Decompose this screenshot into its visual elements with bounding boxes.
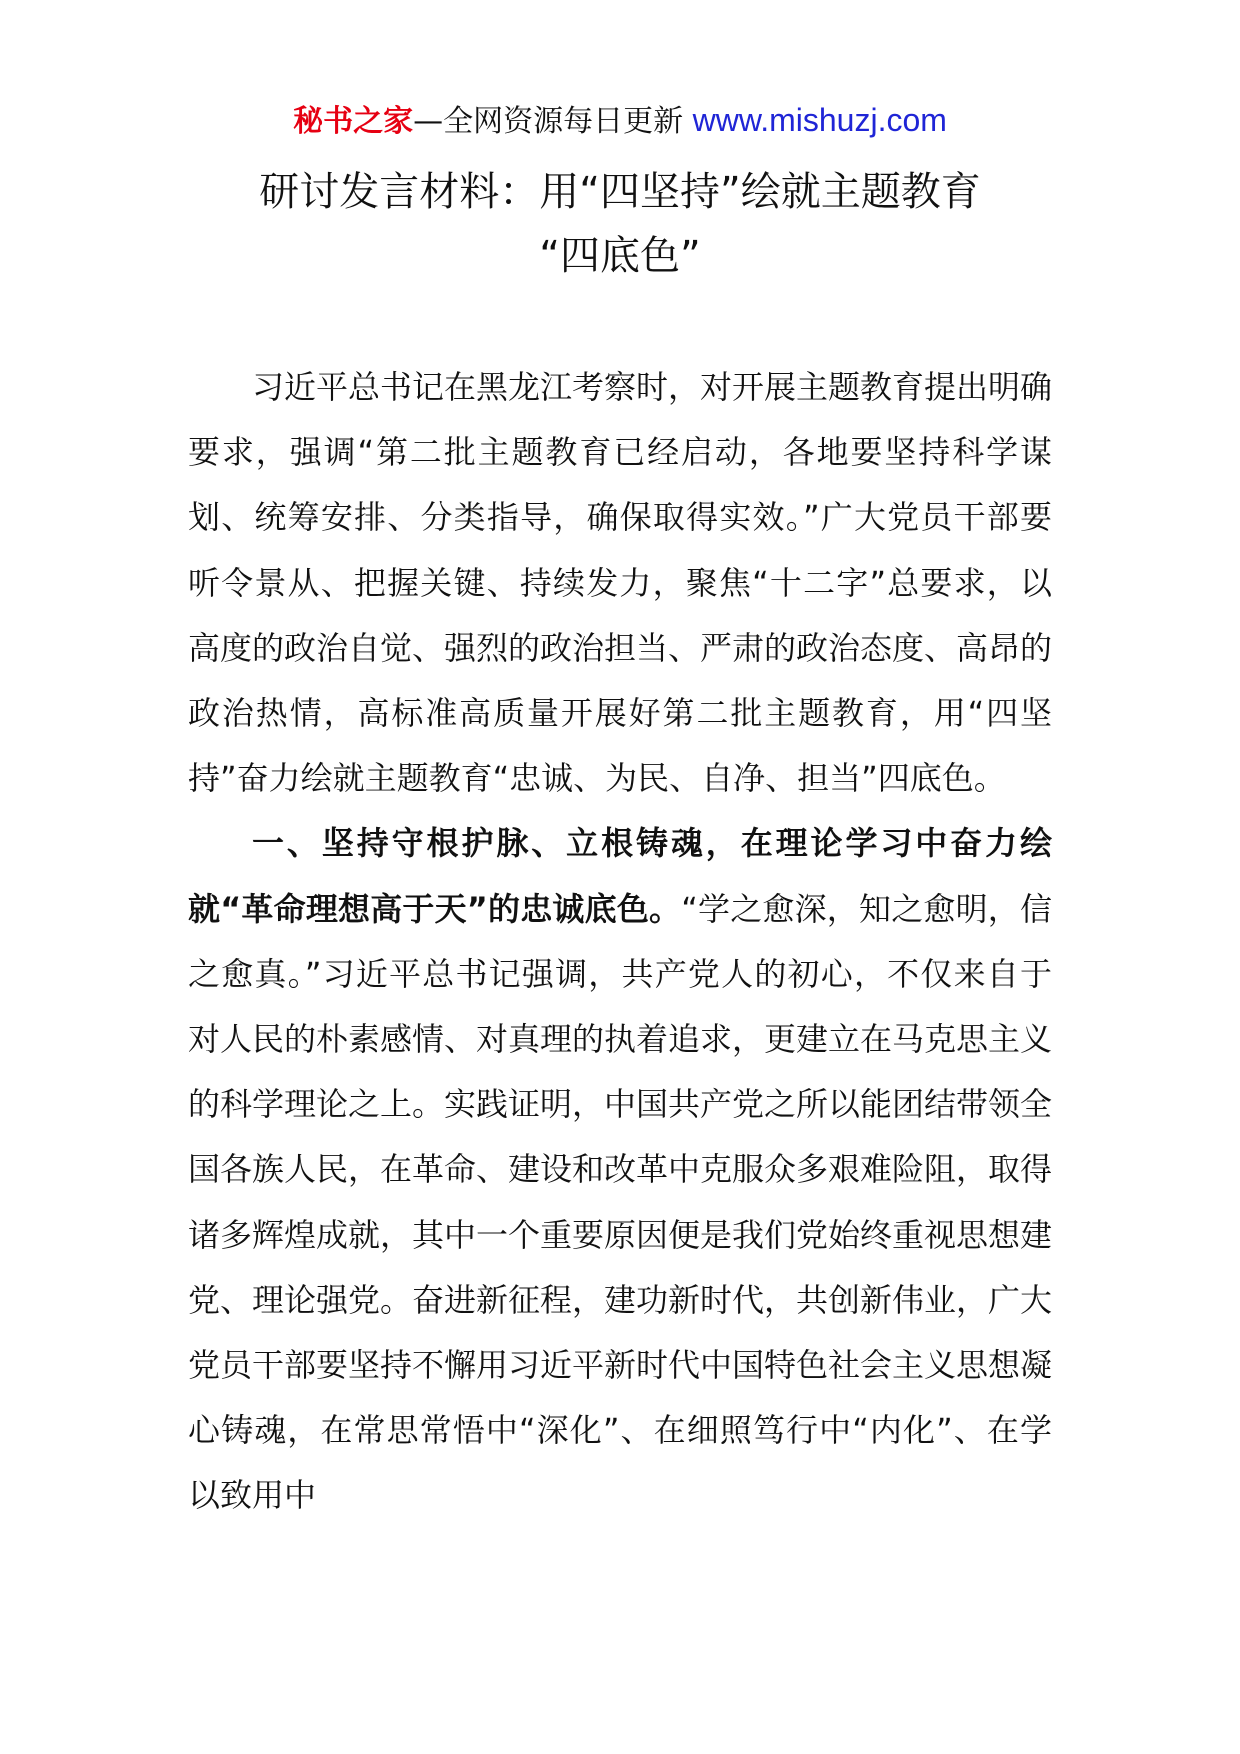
paragraph-text: “学之愈深，知之愈明，信之愈真。”习近平总书记强调，共产党人的初心，不仅来自于对人民的朴素感情、对真理的执着追求，更建立在马克思主义的科学理论之上。实践证明，中国共产党之所以能团结带领全国各族人民，在革命、建设和改革中克服众多艰难险阻，取得诸多辉煌成就，其中一个重要原因便是我们党始终重视思想建党、理论强党。奋进新征程，建功新时代，共创新伟业，广大党员干部要坚持不懈用习近平新时代中国特色社会主义思想凝心铸魂，在常思常悟中“深化”、在细照笃行中“内化”、在学以致用中 <box>188 889 1053 1515</box>
paragraph-section-1 <box>188 811 1052 1528</box>
title-line-1: 研讨发言材料：用“四坚持”绘就主题教育 <box>259 169 981 215</box>
brand-name: 秘书之家 <box>293 104 414 139</box>
document-title <box>120 160 1120 288</box>
document-body <box>188 355 1052 1529</box>
section-heading: 一、坚持守根护脉、立根铸魂，在理论学习中奋力绘就“革命理想高于天”的忠诚底色。 <box>188 824 1052 928</box>
paragraph-intro <box>188 355 1052 811</box>
title-line-2: “四底色” <box>539 233 701 279</box>
header-tagline: —全网资源每日更新 <box>413 104 684 139</box>
paragraph-text: 习近平总书记在黑龙江考察时，对开展主题教育提出明确要求，强调“第二批主题教育已经启动，各地要坚持科学谋划、统筹安排、分类指导，确保取得实效。”广大党员干部要听令景从、把握关键、持续发力，聚焦“十二字”总要求，以高度的政治自觉、强烈的政治担当、严肃的政治态度、高昂的政治热情，高标准高质量开展好第二批主题教育，用“四坚持”奋力绘就主题教育“忠诚、为民、自净、担当”四底色。 <box>188 368 1053 798</box>
site-link[interactable]: www.mishuzj.com <box>692 102 947 138</box>
site-header <box>0 100 1240 142</box>
